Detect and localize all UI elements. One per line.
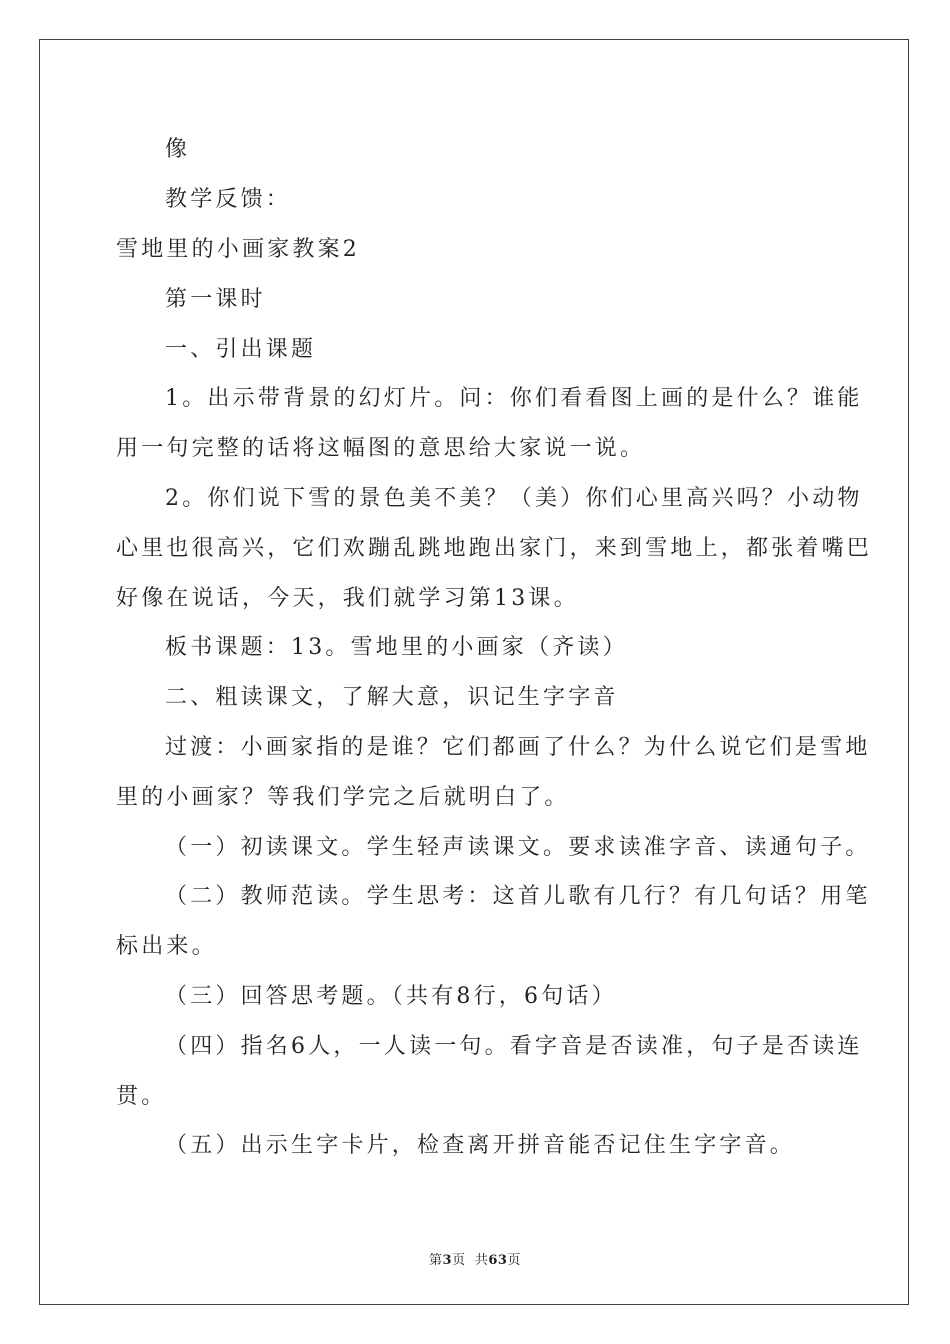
text-line: 心里也很高兴，它们欢蹦乱跳地跑出家门，来到雪地上，都张着嘴巴 xyxy=(116,536,873,561)
text-line: （二）教师范读。学生思考：这首儿歌有几行？有几句话？用笔 xyxy=(165,884,871,909)
text-line: 里的小画家？等我们学完之后就明白了。 xyxy=(116,785,570,810)
text-line: 用一句完整的话将这幅图的意思给大家说一说。 xyxy=(116,436,646,461)
page-footer xyxy=(0,1249,950,1268)
text-line: （一）初读课文。学生轻声读课文。要求读准字音、读通句子。 xyxy=(165,835,871,860)
footer-suffix: 页 xyxy=(507,1253,521,1268)
text-line: 板书课题：13。雪地里的小画家（齐读） xyxy=(165,635,628,660)
text-line: 二、粗读课文，了解大意，识记生字字音 xyxy=(165,685,619,710)
text-line: （四）指名6人，一人读一句。看字音是否读准，句子是否读连 xyxy=(165,1034,863,1059)
text-line: 教学反馈： xyxy=(165,187,292,212)
text-line: 标出来。 xyxy=(116,934,217,959)
text-line: 第一课时 xyxy=(165,287,266,312)
text-line: （三）回答思考题。（共有8行，6句话） xyxy=(165,984,617,1009)
total-page-count: 63 xyxy=(488,1253,508,1268)
page-border xyxy=(39,39,909,1305)
text-line: 过渡：小画家指的是谁？它们都画了什么？为什么说它们是雪地 xyxy=(165,735,871,760)
text-line: 像 xyxy=(165,137,191,162)
text-line: 1。出示带背景的幻灯片。问：你们看看图上画的是什么？谁能 xyxy=(165,386,863,411)
footer-prefix: 第 xyxy=(429,1253,443,1268)
footer-mid: 页 共 xyxy=(452,1253,489,1268)
text-line: 贯。 xyxy=(116,1084,167,1109)
text-line: 2。你们说下雪的景色美不美？（美）你们心里高兴吗？小动物 xyxy=(165,486,863,511)
current-page-number: 3 xyxy=(442,1253,453,1268)
text-line: 好像在说话，今天，我们就学习第13课。 xyxy=(116,586,579,611)
section-title: 雪地里的小画家教案2 xyxy=(116,237,360,262)
text-line: 一、引出课题 xyxy=(165,337,317,362)
text-line: （五）出示生字卡片，检查离开拼音能否记住生字字音。 xyxy=(165,1133,796,1158)
